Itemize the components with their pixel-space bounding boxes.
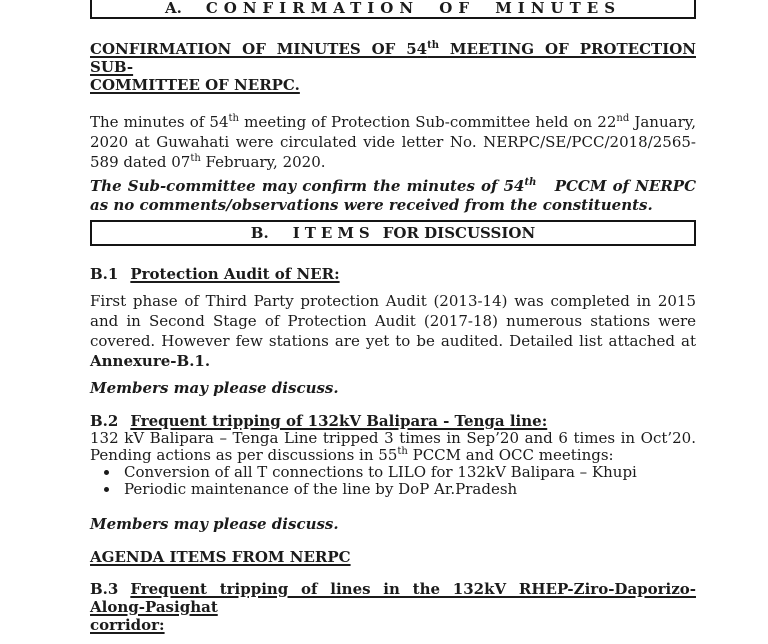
section-b-label: B. — [250, 224, 269, 242]
confirmation-heading-line1: CONFIRMATION OF MINUTES OF 54th MEETING OF PROTECTION SUB- — [90, 40, 696, 76]
section-b-title-spaced: ITEMS — [292, 224, 375, 242]
section-a-header — [90, 0, 696, 19]
agenda-heading-text: AGENDA ITEMS FROM NERPC — [90, 548, 351, 566]
item-b2-paragraph: 132 kV Balipara – Tenga Line tripped 3 times in Sep’20 and 6 times in Oct’20. Pending actions as per discussions in 55th PCCM and OCC meetings: — [90, 429, 696, 464]
discuss-note-2: Members may please discuss. — [90, 515, 339, 533]
bullet-item: • Conversion of all T connections to LILO for 132kV Balipara – Khupi — [120, 464, 696, 481]
item-b1-heading — [90, 265, 696, 283]
item-b2-label: B.2 — [90, 412, 119, 430]
item-b2-heading — [90, 412, 696, 430]
item-b3-heading-line1: B.3 Frequent tripping of lines in the 132kV RHEP-Ziro-Daporizo-Along-Pasighat — [90, 580, 696, 616]
item-b1-label: B.1 — [90, 265, 119, 283]
confirmation-heading — [90, 40, 696, 94]
item-b1-title: Protection Audit of NER: — [130, 265, 340, 283]
confirmation-heading-line2: COMMITTEE OF NERPC. — [90, 76, 300, 94]
bullet-item: • Periodic maintenance of the line by DoP Ar.Pradesh — [120, 481, 696, 498]
item-b2-bullet-list — [90, 464, 696, 498]
section-a-title: CONFIRMATION OF MINUTES — [205, 0, 622, 17]
item-b2-title: Frequent tripping of 132kV Balipara - Tenga line: — [130, 412, 548, 430]
item-b3-heading-line2: corridor: — [90, 616, 165, 634]
item-b1-paragraph: First phase of Third Party protection Audit (2013-14) was completed in 2015 and in Second Stage of Protection Audit (2017-18) numerous stations were covered. However few stations are yet to be audited. Detailed list attached at Annexure-B.1. — [90, 292, 696, 370]
section-b-title-rest: FOR DISCUSSION — [382, 224, 536, 242]
section-b-header — [90, 220, 696, 246]
agenda-heading — [90, 548, 696, 566]
confirm-note-paragraph: The Sub-committee may confirm the minutes of 54th PCCM of NERPC as no comments/observations were received from the constituents. — [90, 177, 697, 214]
item-b3-heading — [90, 580, 696, 635]
section-a-label: A. — [164, 0, 182, 17]
minutes-paragraph: The minutes of 54th meeting of Protection Sub-committee held on 22nd January, 2020 at Guwahati were circulated vide letter No. NERPC/SE/PCC/2018/2565-589 dated 07th February, 2020. — [90, 113, 696, 171]
discuss-note-1: Members may please discuss. — [90, 379, 339, 397]
